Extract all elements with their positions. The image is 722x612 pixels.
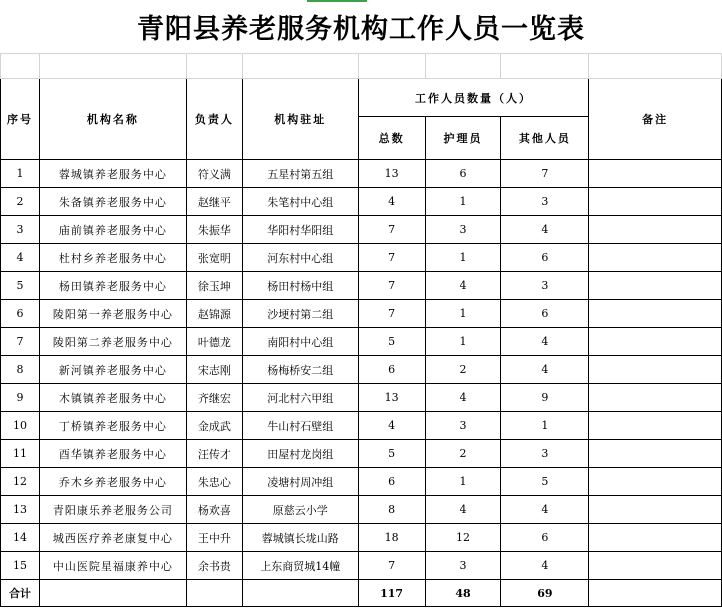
cell-index[interactable]: 11 <box>1 440 40 468</box>
cell-address[interactable]: 杨田村杨中组 <box>242 272 358 300</box>
table-row <box>1 384 722 412</box>
cell-remark[interactable] <box>589 244 722 272</box>
cell-other[interactable]: 4 <box>501 216 589 244</box>
cell-leader[interactable]: 赵锦源 <box>186 300 242 328</box>
cell-org-name[interactable]: 乔木乡养老服务中心 <box>39 468 186 496</box>
cell-index[interactable]: 5 <box>1 272 40 300</box>
cell-total[interactable]: 7 <box>358 300 425 328</box>
blank-cell[interactable] <box>501 54 589 79</box>
cell-other[interactable]: 4 <box>501 496 589 524</box>
header-nurse[interactable]: 护理员 <box>425 117 501 160</box>
table-row <box>1 216 722 244</box>
cell-address[interactable]: 华阳村华阳组 <box>242 216 358 244</box>
cell-remark[interactable] <box>589 412 722 440</box>
cell-index[interactable]: 4 <box>1 244 40 272</box>
cell-address[interactable]: 田屋村龙岗组 <box>242 440 358 468</box>
cell-address[interactable]: 南阳村中心组 <box>242 328 358 356</box>
cell-other[interactable]: 3 <box>501 440 589 468</box>
header-other[interactable]: 其他人员 <box>501 117 589 160</box>
header-row-1 <box>1 79 722 117</box>
blank-cell[interactable] <box>425 54 501 79</box>
blank-cell[interactable] <box>242 54 358 79</box>
cell-total[interactable]: 13 <box>358 160 425 188</box>
cell-nurse[interactable]: 4 <box>425 384 501 412</box>
cell-total[interactable]: 7 <box>358 552 425 580</box>
cell-leader[interactable]: 余书贵 <box>186 552 242 580</box>
cell-address[interactable]: 牛山村石壁组 <box>242 412 358 440</box>
cell-org-name[interactable]: 朱备镇养老服务中心 <box>39 188 186 216</box>
spacer-row <box>1 54 722 79</box>
cell-org-name[interactable]: 中山医院星福康养中心 <box>39 552 186 580</box>
cell-total[interactable]: 8 <box>358 496 425 524</box>
cell-other[interactable]: 6 <box>501 244 589 272</box>
cell-index[interactable]: 12 <box>1 468 40 496</box>
cell-remark[interactable] <box>589 496 722 524</box>
cell-leader[interactable]: 金成武 <box>186 412 242 440</box>
cell-leader[interactable]: 齐继宏 <box>186 384 242 412</box>
table-row <box>1 412 722 440</box>
summary-blank[interactable] <box>242 580 358 607</box>
cell-index[interactable]: 15 <box>1 552 40 580</box>
cell-index[interactable]: 10 <box>1 412 40 440</box>
cell-nurse[interactable]: 2 <box>425 356 501 384</box>
cell-address[interactable]: 杨梅桥安二组 <box>242 356 358 384</box>
header-total[interactable]: 总数 <box>358 117 425 160</box>
cell-leader[interactable]: 徐玉坤 <box>186 272 242 300</box>
cell-org-name[interactable]: 蓉城镇养老服务中心 <box>39 160 186 188</box>
cell-nurse[interactable]: 3 <box>425 216 501 244</box>
cell-total[interactable]: 4 <box>358 188 425 216</box>
cell-nurse[interactable]: 1 <box>425 468 501 496</box>
cell-address[interactable]: 原慈云小学 <box>242 496 358 524</box>
cell-nurse[interactable]: 4 <box>425 272 501 300</box>
cell-other[interactable]: 5 <box>501 468 589 496</box>
header-remark[interactable]: 备注 <box>589 79 722 160</box>
cell-remark[interactable] <box>589 188 722 216</box>
cell-other[interactable]: 4 <box>501 356 589 384</box>
cell-remark[interactable] <box>589 468 722 496</box>
cell-nurse[interactable]: 3 <box>425 412 501 440</box>
cell-nurse[interactable]: 1 <box>425 328 501 356</box>
cell-total[interactable]: 18 <box>358 524 425 552</box>
summary-total[interactable]: 117 <box>358 580 425 607</box>
summary-row <box>1 580 722 607</box>
cell-nurse[interactable]: 1 <box>425 300 501 328</box>
cell-remark[interactable] <box>589 216 722 244</box>
cell-leader[interactable]: 宋志刚 <box>186 356 242 384</box>
cell-remark[interactable] <box>589 300 722 328</box>
table-row <box>1 356 722 384</box>
cell-remark[interactable] <box>589 356 722 384</box>
cell-nurse[interactable]: 3 <box>425 552 501 580</box>
cell-index[interactable]: 7 <box>1 328 40 356</box>
cell-total[interactable]: 7 <box>358 272 425 300</box>
cell-leader[interactable]: 叶德龙 <box>186 328 242 356</box>
cell-index[interactable]: 2 <box>1 188 40 216</box>
cell-other[interactable]: 3 <box>501 272 589 300</box>
cell-leader[interactable]: 符义满 <box>186 160 242 188</box>
cell-address[interactable]: 上东商贸城14幢 <box>242 552 358 580</box>
cell-nurse[interactable]: 2 <box>425 440 501 468</box>
cell-other[interactable]: 6 <box>501 300 589 328</box>
cell-org-name[interactable]: 庙前镇养老服务中心 <box>39 216 186 244</box>
cell-address[interactable]: 河北村六甲组 <box>242 384 358 412</box>
summary-nurse[interactable]: 48 <box>425 580 501 607</box>
cell-index[interactable]: 6 <box>1 300 40 328</box>
cell-remark[interactable] <box>589 552 722 580</box>
cell-total[interactable]: 6 <box>358 356 425 384</box>
blank-cell[interactable] <box>39 54 186 79</box>
cell-address[interactable]: 凌塘村周冲组 <box>242 468 358 496</box>
summary-remark[interactable] <box>589 580 722 607</box>
header-staff-group[interactable]: 工作人员数量（人） <box>358 79 589 117</box>
cell-total[interactable]: 5 <box>358 440 425 468</box>
cell-other[interactable]: 9 <box>501 384 589 412</box>
cell-address[interactable]: 沙埂村第二组 <box>242 300 358 328</box>
cell-org-name[interactable]: 酉华镇养老服务中心 <box>39 440 186 468</box>
cell-org-name[interactable]: 杨田镇养老服务中心 <box>39 272 186 300</box>
cell-address[interactable]: 朱笔村中心组 <box>242 188 358 216</box>
cell-org-name[interactable]: 木镇镇养老服务中心 <box>39 384 186 412</box>
cell-nurse[interactable]: 1 <box>425 244 501 272</box>
table-row <box>1 496 722 524</box>
table-row <box>1 524 722 552</box>
table-row <box>1 440 722 468</box>
header-org-name[interactable]: 机构名称 <box>39 79 186 160</box>
cell-leader[interactable]: 汪传才 <box>186 440 242 468</box>
title-cell[interactable] <box>0 0 722 54</box>
cell-other[interactable]: 4 <box>501 552 589 580</box>
cell-org-name[interactable]: 青阳康乐养老服务公司 <box>39 496 186 524</box>
cell-remark[interactable] <box>589 384 722 412</box>
cell-nurse[interactable]: 1 <box>425 188 501 216</box>
cell-org-name[interactable]: 城西医疗养老康复中心 <box>39 524 186 552</box>
table-row <box>1 272 722 300</box>
cell-org-name[interactable]: 杜村乡养老服务中心 <box>39 244 186 272</box>
table-row <box>1 160 722 188</box>
cell-address[interactable]: 五星村第五组 <box>242 160 358 188</box>
cell-total[interactable]: 7 <box>358 244 425 272</box>
summary-blank[interactable] <box>186 580 242 607</box>
table-row <box>1 188 722 216</box>
blank-cell[interactable] <box>186 54 242 79</box>
cell-index[interactable]: 8 <box>1 356 40 384</box>
cell-address[interactable]: 河东村中心组 <box>242 244 358 272</box>
cell-leader[interactable]: 张宽明 <box>186 244 242 272</box>
cell-index[interactable]: 1 <box>1 160 40 188</box>
summary-label[interactable]: 合计 <box>1 580 40 607</box>
cell-remark[interactable] <box>589 160 722 188</box>
cell-leader[interactable]: 赵继平 <box>186 188 242 216</box>
cell-other[interactable]: 3 <box>501 188 589 216</box>
blank-cell[interactable] <box>358 54 425 79</box>
staff-table <box>0 53 722 607</box>
cell-other[interactable]: 7 <box>501 160 589 188</box>
cell-other[interactable]: 1 <box>501 412 589 440</box>
cell-total[interactable]: 13 <box>358 384 425 412</box>
cell-org-name[interactable]: 新河镇养老服务中心 <box>39 356 186 384</box>
header-address[interactable]: 机构驻址 <box>242 79 358 160</box>
cell-remark[interactable] <box>589 524 722 552</box>
cell-nurse[interactable]: 12 <box>425 524 501 552</box>
table-row <box>1 300 722 328</box>
cell-index[interactable]: 13 <box>1 496 40 524</box>
table-row <box>1 552 722 580</box>
cell-leader[interactable]: 朱振华 <box>186 216 242 244</box>
cell-index[interactable]: 14 <box>1 524 40 552</box>
blank-cell[interactable] <box>1 54 40 79</box>
cell-total[interactable]: 7 <box>358 216 425 244</box>
cell-leader[interactable]: 王中升 <box>186 524 242 552</box>
cell-nurse[interactable]: 4 <box>425 496 501 524</box>
cell-org-name[interactable]: 陵阳第一养老服务中心 <box>39 300 186 328</box>
summary-other[interactable]: 69 <box>501 580 589 607</box>
cell-address[interactable]: 蓉城镇长垅山路 <box>242 524 358 552</box>
cell-other[interactable]: 4 <box>501 328 589 356</box>
cell-index[interactable]: 3 <box>1 216 40 244</box>
cell-total[interactable]: 6 <box>358 468 425 496</box>
table-row <box>1 328 722 356</box>
cell-leader[interactable]: 朱忠心 <box>186 468 242 496</box>
blank-cell[interactable] <box>589 54 722 79</box>
header-index[interactable]: 序号 <box>1 79 40 160</box>
page-title: 青阳县养老服务机构工作人员一览表 <box>137 14 585 45</box>
cell-index[interactable]: 9 <box>1 384 40 412</box>
cell-nurse[interactable]: 6 <box>425 160 501 188</box>
cell-remark[interactable] <box>589 272 722 300</box>
cell-total[interactable]: 5 <box>358 328 425 356</box>
cell-total[interactable]: 4 <box>358 412 425 440</box>
cell-other[interactable]: 6 <box>501 524 589 552</box>
cell-leader[interactable]: 杨欢喜 <box>186 496 242 524</box>
cell-org-name[interactable]: 丁桥镇养老服务中心 <box>39 412 186 440</box>
table-row <box>1 244 722 272</box>
summary-blank[interactable] <box>39 580 186 607</box>
cell-remark[interactable] <box>589 328 722 356</box>
header-leader[interactable]: 负责人 <box>186 79 242 160</box>
cell-org-name[interactable]: 陵阳第二养老服务中心 <box>39 328 186 356</box>
cell-remark[interactable] <box>589 440 722 468</box>
table-row <box>1 468 722 496</box>
